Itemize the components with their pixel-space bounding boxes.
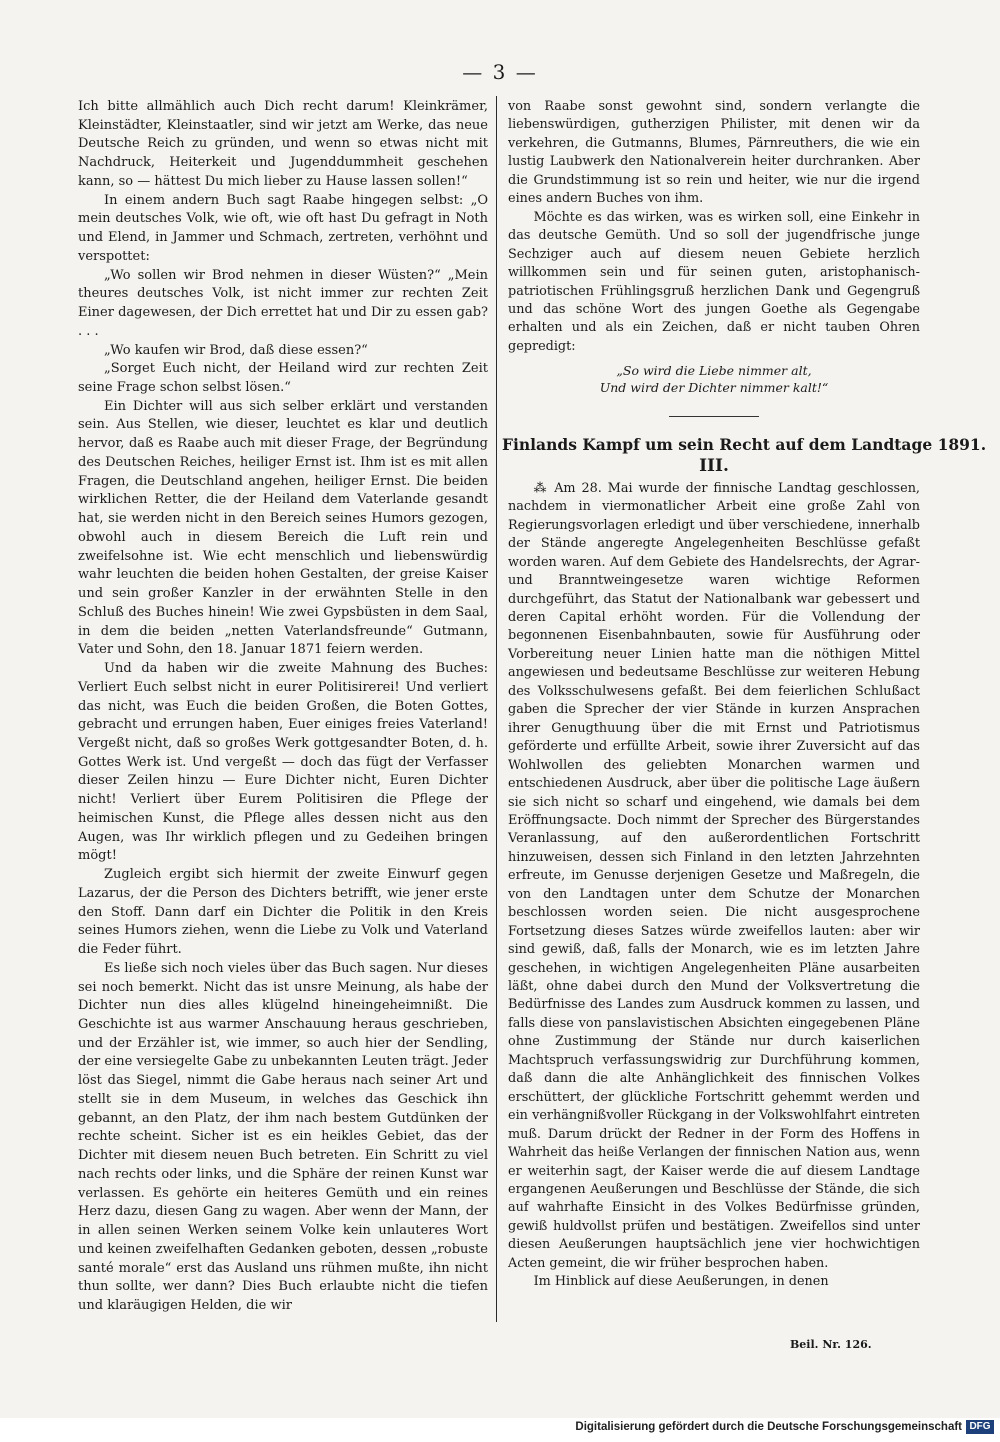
- paragraph: „Wo kaufen wir Brod, daß diese essen?“: [104, 342, 368, 358]
- paragraph: Ein Dichter will aus sich selber erklärt und verstanden sein. Aus Stellen, wie dieser, leuchtet es klar und deutlich hervor, daß es Raabe auch mit dieser Frage, der Begründung des Deutschen Reiches, heiliger Ernst ist. Ihm ist es mit allen Fragen, die Deutschland angehen, heiliger Ernst. Die beiden wirklichen Retter, die der Heiland dem Vaterlande gesandt hat, sie werden nicht in den Bereich seines Humors gezogen, obwohl auch in diesem Bereich die Luft rein und zweifelsohne ist. Wie echt menschlich und liebenswürdig wahr leuchten die beiden hohen Gestalten, der greise Kaiser und sein großer Kanzler in der erwähnten Stelle in den Schluß des Buches hinein! Wie zwei Gypsbüsten in dem Saal, in dem die beiden „netten Vaterlandsfreunde“ Gutmann, Vater und Sohn, den 18. Januar 1871 feiern werden.: [78, 398, 488, 658]
- page-number: — 3 —: [462, 60, 538, 84]
- paragraph: Zugleich ergibt sich hiermit der zweite Einwurf gegen Lazarus, der die Person des Dichters betrifft, wie jener erste den Stoff. Dann darf ein Dichter die Politik in den Kreis seines Humors ziehen, wenn die Liebe zu Volk und Vaterland die Feder führt.: [78, 867, 488, 958]
- verse-line: Und wird der Dichter nimmer kalt!“: [599, 380, 829, 396]
- verse-line: „So wird die Liebe nimmer alt,: [616, 363, 812, 379]
- section-number: III.: [699, 456, 729, 477]
- right-column: [502, 98, 987, 1292]
- paragraph: ⁂ Am 28. Mai wurde der finnische Landtag geschlossen, nachdem in viermonatlicher Arbeit eine große Zahl von Regierungsvorlagen erledigt und über verschiedene, innerhalb der Stände angeregte Angelegenheiten Beschlüsse gefaßt worden waren. Auf dem Gebiete des Handelsrechts, der Agrar- und Branntweingesetze waren wichtige Reformen durchgeführt, das Statut der Nationalbank war gebessert und deren Capital erhöht worden. Für die Vollendung der begonnenen Eisenbahnbauten, sowie für Ausführung oder Vorbereitung neuer Linien hatte man die nöthigen Mittel angewiesen und bedeutsame Beschlüsse zur weiteren Hebung des Volksschulwesens gefaßt. Bei dem feierlichen Schlußact gaben die Sprecher der vier Stände in kurzen Ansprachen ihrer Genugthuung über die mit Ernst und Patriotismus geförderte und erfüllte Arbeit, sowie ihrer Zuversicht auf das Wohlwollen des geliebten Monarchen warmen und entschiedenen Ausdruck, aber über die politische Lage äußern sie sich nicht so scharf und eingehend, wie damals bei dem Eröffnungsacte. Doch nimmt der Sprecher des Bürgerstandes Veranlassung, auf den außerordentlichen Fortschritt hinzuweisen, dessen sich Finland in den letzten Jahrzehnten erfreute, im Genusse derjenigen Gesetze und Maßregeln, die von den Landtagen unter dem Schutze der Monarchen beschlossen worden seien. Die nicht ausgesprochene Fortsetzung dieses Satzes würde zweifellos lauten: aber wir sind gewiß, daß, falls der Monarch, wie es im letzten Jahre geschehen, in wichtigen Angelegenheiten Pläne ausarbeiten läßt, ohne dabei durch den Mund der Volksvertretung die Bedürfnisse des Landes zum Ausdruck kommen zu lassen, und falls diese von panslavistischen Absichten eingegebenen Pläne ohne Zustimmung der Stände nur durch kaiserlichen Machtspruch verfassungswidrig zur Durchführung kommen, daß dann die alte Anhänglichkeit des finnischen Volkes erschüttert, der glückliche Fortschritt gehemmt werden und ein verhängnißvoller Rückgang in der Volkswohlfahrt eintreten muß. Darum drückt der Redner in der Form des Hoffens in Wahrheit das heiße Verlangen der finnischen Nation aus, wenn er weiterhin sagt, der Kaiser werde die auf diesem Landtage ergangenen Aeußerungen und Beschlüsse der Stände, die sich auf wahrhafte Einsicht in des Volkes Bedürfnisse gründen, gewiß huldvollst prüfen und bestätigen. Zweifellos sind unter diesen Aeußerungen hauptsächlich jene vier hochwichtigen Acten gemeint, die wir früher besprochen haben.: [508, 480, 920, 1271]
- paragraph: von Raabe sonst gewohnt sind, sondern verlangte die liebenswürdigen, gutherzigen Philister, mit denen wir da verkehren, die Gutmanns, Blumes, Pärnreuthers, die wie ein lustig Laubwerk den Nationalverein heiter durchranken. Aber die Grundstimmung ist so rein und heiter, wie nur die irgend eines andern Buches von ihm.: [508, 99, 920, 207]
- paragraph: Im Hinblick auf diese Aeußerungen, in denen: [533, 1274, 829, 1290]
- dfg-logo: DFG: [966, 1420, 994, 1434]
- paragraph: Ich bitte allmählich auch Dich recht darum! Kleinkrämer, Kleinstädter, Kleinstaatler, sind wir jetzt am Werke, das neue Deutsche Reich zu gründen, und wenn so etwas nicht mit Nachdruck, Heiterkeit und Jugenddummheit geschehen kann, so — hättest Du mich lieber zu Hause lassen sollen!“: [78, 99, 488, 189]
- paragraph: Es ließe sich noch vieles über das Buch sagen. Nur dieses sei noch bemerkt. Nicht das ist unsre Meinung, als habe der Dichter nun dies alles klügelnd hineingeheimnißt. Die Geschichte ist aus warmer Anschauung heraus geschrieben, und der Erzähler ist, wie immer, so auch hier der Sendling, der eine versiegelte Gabe zu unbekannten Leuten trägt. Jeder löst das Siegel, nimmt die Gabe heraus nach seiner Art und stellt sie in dem Museum, in welches das Geschick ihn gebannt, an den Platz, der ihm nach bestem Gutdünken der rechte scheint. Sicher ist es ein heikles Gebiet, das der Dichter mit diesem neuen Buch betreten. Ein Schritt zu viel nach rechts oder links, und die Sphäre der reinen Kunst war verlassen. Es gehörte ein heiteres Gemüth und ein reines Herz dazu, diesen Gang zu wagen. Aber wenn der Mann, der in allen seinen Werken seinem Volke kein unlauteres Wort und keinen zweifelhaften Gedanken geboten, dessen „robuste santé morale“ erst das Ausland uns rühmen mußte, ihn nicht thun sollte, wer dann? Dies Buch erlaubte nicht die tiefen und klaräugigen Helden, die wir: [78, 960, 488, 1313]
- paragraph: „Sorget Euch nicht, der Heiland wird zur rechten Zeit seine Frage schon selbst lösen.“: [78, 361, 488, 396]
- goethe-verse: [508, 362, 920, 396]
- paragraph: „Wo sollen wir Brod nehmen in dieser Wüsten?“ „Mein theures deutsches Volk, ist nicht immer zur rechten Zeit Einer dagewesen, der Dich errettet hat und Dir zu essen gab? . . .: [78, 267, 488, 339]
- supplement-reference: Beil. Nr. 126.: [790, 1338, 872, 1351]
- digitization-note: Digitalisierung gefördert durch die Deutsche Forschungsgemeinschaft: [575, 1421, 962, 1433]
- section-separator: [669, 416, 759, 417]
- paragraph: In einem andern Buch sagt Raabe hingegen selbst: „O mein deutsches Volk, wie oft, wie oft hast Du gefragt in Noth und Elend, in Jammer und Schmach, zertreten, verhöhnt und verspottet:: [78, 192, 488, 264]
- left-column: [78, 98, 488, 1316]
- column-divider: [496, 96, 497, 1322]
- paragraph: Möchte es das wirken, was es wirken soll, eine Einkehr in das deutsche Gemüth. Und so soll der jugendfrische junge Sechziger auch auf diesem neuen Gebiete herzlich willkommen sein und für seinen guten, aristophanisch-patriotischen Frühlingsgruß herzlichen Dank und Gegengruß und das schöne Wort des jungen Goethe als Gegengabe erhalten und als ein Zeichen, daß er nicht tauben Ohren gepredigt:: [508, 209, 920, 354]
- paragraph: Und da haben wir die zweite Mahnung des Buches: Verliert Euch selbst nicht in eurer Politisirerei! Und verliert das nicht, was Euch die beiden Großen, die Boten Gottes, gebracht und errungen haben, Euer einiges freies Vaterland! Vergeßt nicht, daß so großes Werk gottgesandter Boten, d. h. Gottes Werk ist. Und vergeßt — doch das fügt der Verfasser dieser Zeilen hinzu — Eure Dichter nicht, Euren Dichter nicht! Verliert über Eurem Politisiren die Pflege der heimischen Kunst, die Pflege alles dessen nicht aus den Augen, was Ihr wirklich pflegen und zu Gedeihen bringen mögt!: [78, 661, 488, 864]
- article-title: Finlands Kampf um sein Recht auf dem Landtage 1891.: [502, 435, 987, 455]
